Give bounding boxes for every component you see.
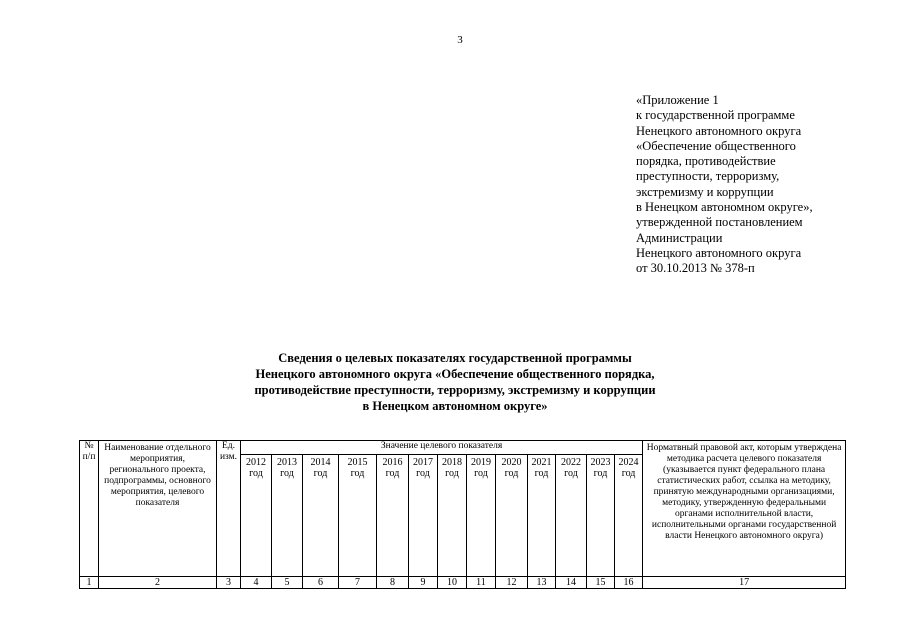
appendix-note <box>636 93 886 277</box>
year-header <box>587 455 615 577</box>
column-number: 9 <box>409 577 438 589</box>
year-header <box>272 455 303 577</box>
year-label: 2013 <box>277 457 297 468</box>
title-line: противодействие преступности, терроризму, экстремизму и коррупции <box>254 383 656 397</box>
year-header <box>303 455 339 577</box>
title-line: Ненецкого автономного округа «Обеспечение общественного порядка, <box>255 367 655 381</box>
year-label: 2018 <box>442 457 462 468</box>
year-suffix: год <box>564 468 578 479</box>
title-line: в Ненецком автономном округе» <box>362 399 548 413</box>
year-label: 2024 <box>618 457 639 468</box>
year-label: 2022 <box>561 457 581 468</box>
year-header <box>556 455 587 577</box>
year-suffix: год <box>350 468 365 479</box>
column-number: 1 <box>80 577 99 589</box>
header-value-group: Значение целевого показателя <box>241 441 643 455</box>
appendix-line: «Обеспечение общественного <box>636 138 796 153</box>
appendix-line: порядка, противодействие <box>636 154 776 169</box>
year-label: 2014 <box>310 457 331 468</box>
year-suffix: год <box>385 468 400 479</box>
appendix-line: Ненецкого автономного округа <box>636 123 802 138</box>
year-suffix: год <box>534 468 549 479</box>
appendix-line: в Ненецком автономном округе», <box>636 200 813 215</box>
year-label: 2020 <box>501 457 522 468</box>
appendix-line: преступности, терроризму, <box>636 169 780 184</box>
year-header <box>467 455 496 577</box>
column-number: 17 <box>643 577 846 589</box>
appendix-line: от 30.10.2013 № 378-п <box>636 261 755 276</box>
header-name: Наименование отдельного мероприятия, регионального проекта, подпрограммы, основного мероприятия, целевого показателя <box>99 441 217 577</box>
targets-table <box>79 440 846 589</box>
year-header <box>377 455 409 577</box>
year-label: 2017 <box>413 457 433 468</box>
appendix-line: утвержденной постановлением <box>636 215 803 230</box>
year-header <box>339 455 377 577</box>
column-number: 13 <box>528 577 556 589</box>
appendix-line: к государственной программе <box>636 108 795 123</box>
year-header <box>241 455 272 577</box>
year-suffix: год <box>621 468 636 479</box>
document-title <box>160 350 750 414</box>
year-suffix: год <box>249 468 263 479</box>
column-number: 16 <box>615 577 643 589</box>
column-number: 11 <box>467 577 496 589</box>
header-unit: Ед. изм. <box>217 441 241 577</box>
column-number: 7 <box>339 577 377 589</box>
column-number: 8 <box>377 577 409 589</box>
column-number: 12 <box>496 577 528 589</box>
year-suffix: год <box>313 468 328 479</box>
year-header <box>496 455 528 577</box>
column-number: 2 <box>99 577 217 589</box>
year-suffix: год <box>445 468 459 479</box>
column-number: 3 <box>217 577 241 589</box>
column-number: 15 <box>587 577 615 589</box>
year-suffix: год <box>593 468 608 479</box>
year-label: 2016 <box>382 457 403 468</box>
appendix-line: экстремизму и коррупции <box>636 184 774 199</box>
year-suffix: год <box>504 468 519 479</box>
column-number: 4 <box>241 577 272 589</box>
appendix-line: Ненецкого автономного округа <box>636 245 802 260</box>
year-label: 2012 <box>246 457 266 468</box>
year-label: 2015 <box>347 457 368 468</box>
year-header <box>438 455 467 577</box>
column-number: 14 <box>556 577 587 589</box>
appendix-line: Администрации <box>636 230 723 245</box>
year-header <box>528 455 556 577</box>
year-label: 2023 <box>590 457 611 468</box>
header-legal-act: Норматвный правовой акт, которым утверждена методика расчета целевого показателя (указывается пункт федерального плана статистических работ, ссылка на методику, принятую международными организациями, методику, утвержденную федеральными органами исполнительной власти, исполнительными органами государственной власти Ненецкого автономного округа) <box>643 441 846 577</box>
year-label: 2021 <box>531 457 552 468</box>
column-number: 5 <box>272 577 303 589</box>
appendix-line: «Приложение 1 <box>636 93 719 107</box>
year-header <box>615 455 643 577</box>
page-number: 3 <box>457 34 463 46</box>
title-line: Сведения о целевых показателях государственной программы <box>278 351 632 365</box>
column-number: 6 <box>303 577 339 589</box>
year-suffix: год <box>280 468 294 479</box>
header-number: № п/п <box>80 441 99 577</box>
year-label: 2019 <box>471 457 491 468</box>
year-header <box>409 455 438 577</box>
year-suffix: год <box>416 468 430 479</box>
column-number: 10 <box>438 577 467 589</box>
year-suffix: год <box>474 468 488 479</box>
